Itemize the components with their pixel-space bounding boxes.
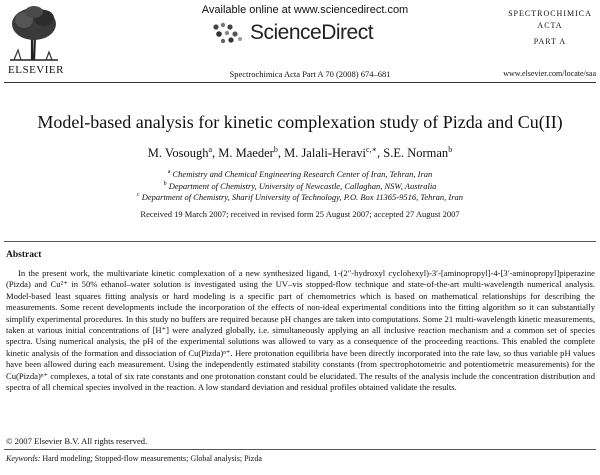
journal-reference: Spectrochimica Acta Part A 70 (2008) 674–681 [229, 69, 391, 79]
keywords-label: Keywords: [6, 454, 41, 463]
journal-url-link[interactable]: www.elsevier.com/locate/saa [503, 69, 596, 78]
copyright-notice: © 2007 Elsevier B.V. All rights reserved. [6, 436, 148, 446]
available-online-link[interactable]: Available online at www.sciencedirect.com [201, 4, 409, 16]
author-3[interactable]: M. Jalali-Heravi$^{c,∗}$ [284, 144, 377, 160]
author-4[interactable]: S.E. Norman$^b$ [383, 144, 453, 160]
author-2[interactable]: M. Maeder$^b$ [218, 144, 278, 160]
affiliation-c: $^c$ Department of Chemistry, Sharif University of Technology, P.O. Box 11365-9516, Tehran, Iran [136, 192, 464, 202]
affiliation-a: $^a$ Chemistry and Chemical Engineering Research Center of Iran, Tehran, Iran [167, 169, 433, 179]
article-title: Model-based analysis for kinetic complexation study of Pizda and Cu(II) [37, 112, 563, 132]
author-1[interactable]: M. Vosough$^a$ [147, 144, 213, 160]
header-divider [4, 82, 596, 83]
abstract-heading: Abstract [6, 250, 42, 260]
received-dates: Received 19 March 2007; received in revised form 25 August 2007; accepted 27 August 2007 [140, 209, 460, 219]
abstract-text: In the present work, the multivariate kinetic complexation of a new synthesized ligand, 1-(2″-hydroxyl cyclohexyl)-3′-[aminopropyl]-4-[3′-aminopropyl]piperazine (Pizda) and Cu²⁺ in 50% ethanol–water solution is investigated using the UV–vis stopped-flow technique and state-of-the-art multi-wavelength numerical analysis. Model-based least squares fitting analysis or hard modeling is a specific part of chemometrics which is based on mathematical relationships for describing the measurements. Some recent developments include the incorporation of the effects of non-ideal experimental conditions into the fitting algorithm so it can substantially simplify experimental procedures. In this study no buffers are required because pH changes are taken into computations. Some 21 multi-wavelength kinetic measurements, taken at various initial concentrations of [H⁺] were analyzed globally, i.e. simultaneously applying an all inclusive reaction mechanism and a common set of species spectra. Using numerical analysis, the pH of the experimental solutions was allowed to vary as a consequence of the proceeding reactions. This enabled the complete kinetic analysis of the formation and dissociation of Cu(Pizda)ⁿ⁺. Here protonation equilibria have been directly incorporated into the rate law, so thus variable pH values have been allowed during each measurement. Using the independently estimated stability constants (from spectrophotometric and potentiometric measurements) for the Cu(Pizda)ⁿ⁺ complexes, a total of six rate constants and one protonation constant could be elucidated. The results of the analysis include the concentration distribution and spectra of all chemical species involved in the reaction. A low standard deviation and residual profiles obtained validate the results. [6, 268, 595, 393]
affiliations [0, 169, 600, 204]
journal-title-line2: ACTA [537, 21, 563, 30]
journal-title-line3: PART A [533, 37, 567, 46]
sciencedirect-dots-icon [212, 22, 246, 44]
journal-title-line1: SPECTROCHIMICA [508, 9, 592, 18]
sciencedirect-logo[interactable] [212, 20, 373, 46]
keywords-line [6, 454, 262, 463]
elsevier-tree-logo [8, 4, 60, 62]
publisher-name: ELSEVIER [8, 64, 64, 76]
keywords-divider [4, 449, 596, 450]
journal-title-block [505, 8, 595, 48]
keywords-text: Hard modeling; Stopped-flow measurements; Global analysis; Pizda [42, 454, 262, 463]
abstract-top-divider [4, 241, 596, 242]
affiliation-b: $^b$ Department of Chemistry, University of Newcastle, Callaghan, NSW, Australia [163, 180, 437, 191]
author-list: M. Vosough$^a$, M. Maeder$^b$, M. Jalali-Heravi$^{c,∗}$, S.E. Norman$^b$ [147, 144, 453, 160]
sciencedirect-brand: ScienceDirect [250, 21, 374, 44]
abstract-body [6, 268, 595, 393]
